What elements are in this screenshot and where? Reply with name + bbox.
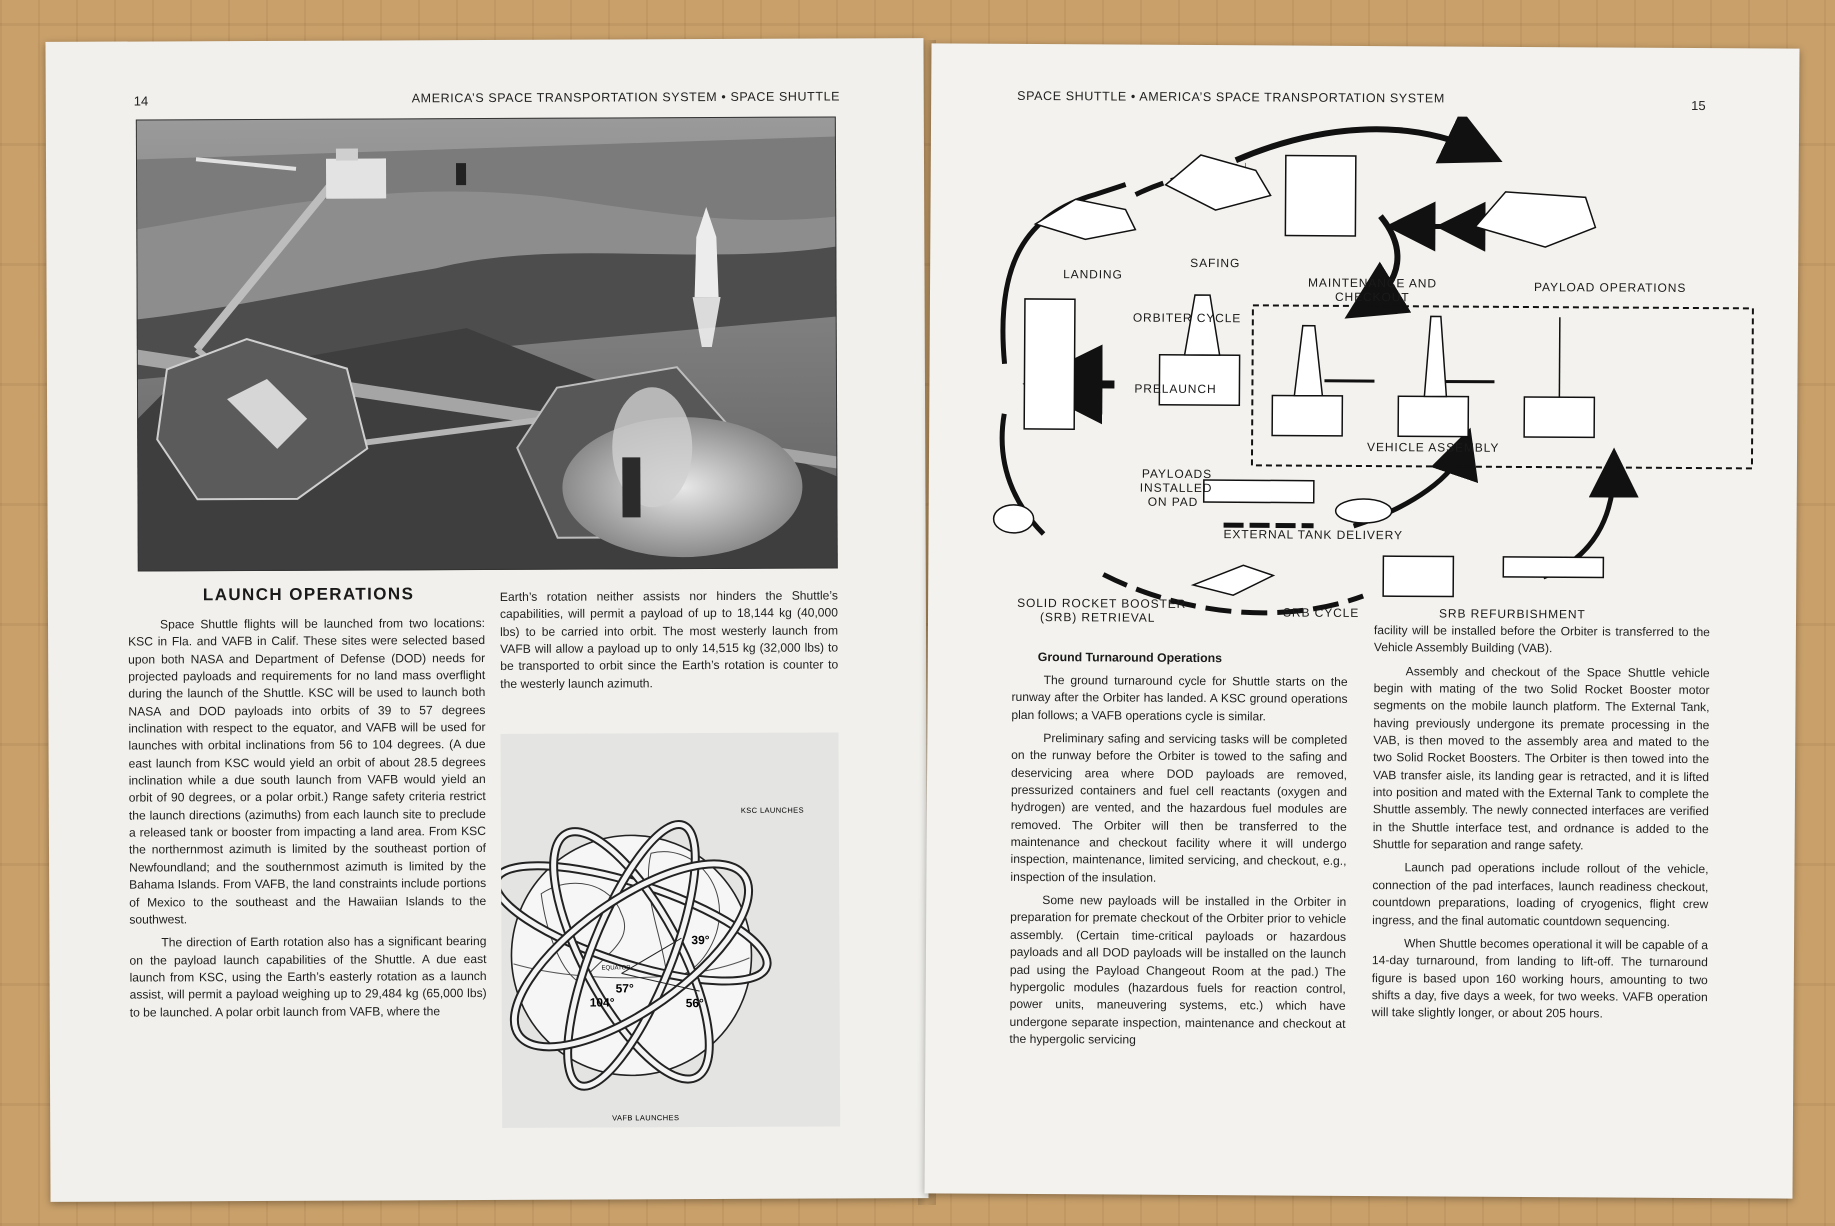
paragraph: The ground turnaround cycle for Shuttle starts on the runway after the Orbiter has landed. A KSC ground operations plan follows; a VAFB operations cycle is similar. [1011, 673, 1348, 724]
section-title-launch-operations: LAUNCH OPERATIONS [202, 584, 415, 605]
label-vehicle-assembly: VEHICLE ASSEMBLY [1367, 440, 1500, 455]
label-prelaunch: PRELAUNCH [1134, 381, 1217, 397]
launch-site-illustration [136, 116, 838, 571]
ksc-launches-label: KSC LAUNCHES [740, 805, 805, 815]
right-page [924, 43, 1799, 1198]
paragraph: Assembly and checkout of the Space Shuttle vehicle begin with mating of the two Solid Rocket Booster motor segments on the mobile launch platform. The External Tank, having previously undergone its premate processing in the VAB, is then moved to the assembly area and mated to the two Solid Rocket Boosters. The Orbiter is then towed into the VAB transfer aisle, its landing gear is retracted, and it is lifted into position and mated with the External Tank to complete the Shuttle assembly. The newly connected interfaces are verified in the Shuttle interface test, and ordnance is added to the Shuttle for separation and range safety. [1372, 663, 1710, 853]
label-safing: SAFING [1190, 255, 1241, 271]
paragraph: The direction of Earth rotation also has a significant bearing on the payload launch capabilities of the Shuttle. A due east launch from KSC, using the Earth’s easterly rotation as a launch assist, will permit a payload weighing up to 29,484 kg (65,000 lbs) to be launched. A polar orbit launch from VAFB, where the [129, 934, 487, 1020]
degree-104-label: 104° [589, 995, 615, 1010]
paragraph: Space Shuttle flights will be launched from two locations: KSC in Fla. and VAFB in Calif. These sites were selected based upon both NASA and Department of Defense (DOD) needs for projected payloads and requirements for no land mass overflight during the launch of the Shuttle. KSC will be used to launch both NASA and DOD payloads into orbits of 39 to 57 degrees inclination with respect to the equator, and VAFB will be used for launches with orbital inclinations from 56 to 104 degrees. (A due east launch from KSC would yield an orbit of about 28.5 degrees inclination while a due south launch from VAFB would yield an orbit of 90 degrees, or a polar orbit.) Range safety criteria restrict the launch directions (azimuths) from each launch site to preclude a released tank or booster from impacting a land area. From KSC the northernmost azimuth is limited by the southeast portion of Newfoundland; and the southernmost azimuth is limited by the Bahama Islands. From VAFB, the land constraints include portions of Mexico to the southeast and the Hawaiian Islands to the southwest. [128, 616, 487, 927]
label-srb-cycle: SRB CYCLE [1283, 605, 1360, 620]
degree-56-label: 56° [685, 996, 704, 1011]
paragraph: Some new payloads will be installed in the Orbiter in preparation for premate checkout of the Orbiter prior to vehicle assembly. (Certain time-critical payloads or hazardous payloads and all DOD payloads will be installed on the launch pad using the Payload Changeout Room at the pad.) The hypergolic modules (hazardous fuels for reaction control, power units, maneuvering systems, etc.) which have undergone separate inspection, maintenance and checkout at the hypergolic servicing [1009, 893, 1347, 1047]
paragraph: facility will be installed before the Orbiter is transferred to the Vehicle Assembly Building (VAB). [1373, 623, 1710, 656]
left-page [45, 38, 928, 1202]
paragraph: Launch pad operations include rollout of the vehicle, connection of the pad interfaces, launch readiness checkout, countdown preparations, loading of cryogenics, flight crew ingress, and the final automatic countdown sequencing. [1372, 860, 1709, 929]
label-srb-refurbishment: SRB REFURBISHMENT [1439, 606, 1586, 622]
label-payloads-line3: ON PAD [1147, 494, 1199, 509]
ground-turnaround-diagram [983, 114, 1776, 649]
label-external-tank-delivery: EXTERNAL TANK DELIVERY [1223, 527, 1403, 543]
orbit-inclination-figure [500, 732, 840, 1127]
ground-turnaround-title: Ground Turnaround Operations [1037, 650, 1223, 666]
label-landing: LANDING [1063, 267, 1123, 282]
left-page-number: 14 [133, 93, 149, 109]
right-page-number: 15 [1691, 98, 1706, 114]
left-column-1 [128, 615, 487, 1021]
equator-label: EQUATOR [601, 965, 631, 972]
paragraph: When Shuttle becomes operational it will be capable of a 14-day turnaround, from landing to lift-off. The turnaround figure is based upon 160 working hours, amounting to two shifts a day, five days a week, for two weeks. VAFB operation will take slightly longer, or about 205 hours. [1371, 936, 1709, 1021]
left-column-2 [500, 587, 838, 693]
paragraph: Preliminary safing and servicing tasks will be completed on the runway before the Orbiter is towed to the safing and deservicing area where DOD payloads are removed, pressurized containers and fuel cell reactants (oxygen and hydrogen) are vented, and the hazardous fuel modules are removed. The Orbiter will then be transferred to the maintenance and checkout facility where it will undergo inspection, maintenance, limited servicing, and checkout, e.g., inspection of the insulation. [1010, 731, 1348, 885]
label-maintenance-line2: CHECKOUT [1334, 289, 1410, 305]
paragraph: Earth’s rotation neither assists nor hinders the Shuttle’s capabilities, will permit a payload of up to 18,144 kg (40,000 lbs) to be carried into orbit. The most westerly launch from VAFB will allow a payload up to only 14,515 kg (32,000 lbs) to be transported to orbit since the Earth’s rotation is counter to the westerly launch azimuth. [499, 588, 839, 691]
right-column-1 [1009, 672, 1347, 1050]
label-payloads-line1: PAYLOADS [1141, 466, 1213, 482]
degree-39-label: 39° [691, 933, 710, 948]
label-maintenance-line1: MAINTENANCE AND [1308, 275, 1437, 291]
left-page-header: AMERICA’S SPACE TRANSPORTATION SYSTEM • SPACE SHUTTLE [411, 89, 841, 106]
label-srb-retrieval-line2: (SRB) RETRIEVAL [1039, 610, 1156, 625]
label-payload-operations: PAYLOAD OPERATIONS [1534, 280, 1687, 295]
label-payloads-line2: INSTALLED [1139, 480, 1213, 496]
right-column-2 [1372, 622, 1710, 1024]
label-srb-retrieval-line1: SOLID ROCKET BOOSTER [1017, 595, 1187, 611]
degree-57-label: 57° [615, 981, 634, 996]
label-orbiter-cycle: ORBITER CYCLE [1132, 310, 1242, 326]
vafb-launches-label: VAFB LAUNCHES [612, 1113, 680, 1123]
right-page-header: SPACE SHUTTLE • AMERICA’S SPACE TRANSPORTATION SYSTEM [1017, 88, 1445, 106]
